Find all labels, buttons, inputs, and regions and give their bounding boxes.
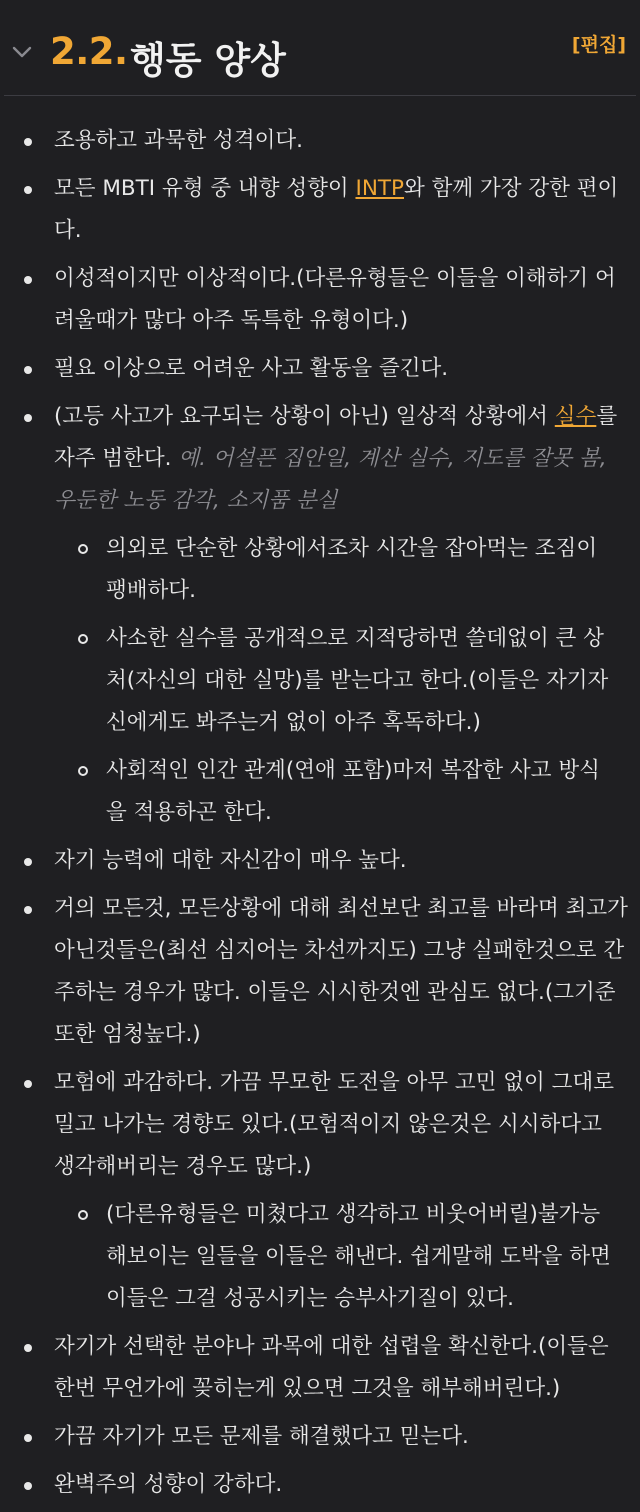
sub-list — [0, 528, 628, 834]
list-item: 자기가 선택한 분야나 과목에 대한 섭렵을 확신한다.(이들은 한번 무언가에 꽂히는게 있으면 그것을 해부해버린다.) — [0, 1326, 640, 1410]
list-item: 모든 MBTI 유형 중 내향 성향이 INTP와 함께 가장 강한 편이다. — [0, 168, 640, 252]
intp-link[interactable]: INTP — [355, 176, 405, 201]
section-heading[interactable] — [0, 0, 640, 96]
list-item: 모험에 과감하다. 가끔 무모한 도전을 아무 고민 없이 그대로 밀고 나가는 경향도 있다.(모험적이지 않은것은 시시하다고 생각해버리는 경우도 많다.) (다른유형들은 미쳤다고 생각하고 비웃어버릴)불가능해보이는 일들을 이들은 해낸다. 쉽게말해 도박을 하면 이들은 그걸 성공시키는 승부사기질이 있다. — [0, 1062, 640, 1320]
heading-divider — [4, 95, 636, 96]
list-item: 이성적이지만 이상적이다.(다른유형들은 이들을 이해하기 어려울때가 많다 아주 독특한 유형이다.) — [0, 258, 640, 342]
list-item: 조용하고 과묵한 성격이다. — [0, 120, 640, 162]
list-item: 자기 능력에 대한 자신감이 매우 높다. — [0, 840, 640, 882]
behavior-list — [0, 120, 640, 1506]
section-number: 2.2. — [50, 30, 128, 73]
list-item: 필요 이상으로 어려운 사고 활동을 즐긴다. — [0, 348, 640, 390]
list-item: 가끔 자기가 모든 문제를 해결했다고 믿는다. — [0, 1416, 640, 1458]
sub-list-item: 사회적인 인간 관계(연애 포함)마저 복잡한 사고 방식을 적용하곤 한다. — [0, 750, 628, 834]
section-title: 행동 양상 — [130, 39, 286, 82]
list-item: 완벽주의 성향이 강하다. — [0, 1464, 640, 1506]
sub-list-item: 의외로 단순한 상황에서조차 시간을 잡아먹는 조짐이 팽배하다. — [0, 528, 628, 612]
example-note: 예. 어설픈 집안일, 계산 실수, 지도를 잘못 봄, 우둔한 노동 감각, 소지품 분실 — [54, 446, 607, 513]
sub-list-item: (다른유형들은 미쳤다고 생각하고 비웃어버릴)불가능해보이는 일들을 이들은 해낸다. 쉽게말해 도박을 하면 이들은 그걸 성공시키는 승부사기질이 있다. — [0, 1194, 628, 1320]
sub-list-item: 사소한 실수를 공개적으로 지적당하면 쓸데없이 큰 상처(자신의 대한 실망)를 받는다고 한다.(이들은 자기자신에게도 봐주는거 없이 아주 혹독하다.) — [0, 618, 628, 744]
list-item: (고등 사고가 요구되는 상황이 아닌) 일상적 상황에서 실수를 자주 범한다. 예. 어설픈 집안일, 계산 실수, 지도를 잘못 봄, 우둔한 노동 감각, 소지품 분실 의외로 단순한 상황에서조차 시간을 잡아먹는 조짐이 팽배하다. 사소한 실수를 공개적으로 지적당하면 쓸데없이 큰 상처(자신의 대한 실망)를 받는다고 한다.(이들은 자기자신에게도 봐주는거 없이 아주 혹독하다.) 사회적인 인간 관계(연애 포함)마저 복잡한 사고 방식을 적용하곤 한다. — [0, 396, 640, 834]
list-item: 거의 모든것, 모든상황에 대해 최선보단 최고를 바라며 최고가 아닌것들은(최선 심지어는 차선까지도) 그냥 실패한것으로 간주하는 경우가 많다. 이들은 시시한것엔 관심도 없다.(그기준 또한 엄청높다.) — [0, 888, 640, 1056]
sub-list — [0, 1194, 628, 1320]
content-body — [0, 120, 640, 1512]
mistake-link[interactable]: 실수 — [554, 404, 597, 429]
edit-link[interactable]: [편집] — [571, 34, 626, 56]
chevron-down-icon[interactable] — [10, 40, 34, 64]
